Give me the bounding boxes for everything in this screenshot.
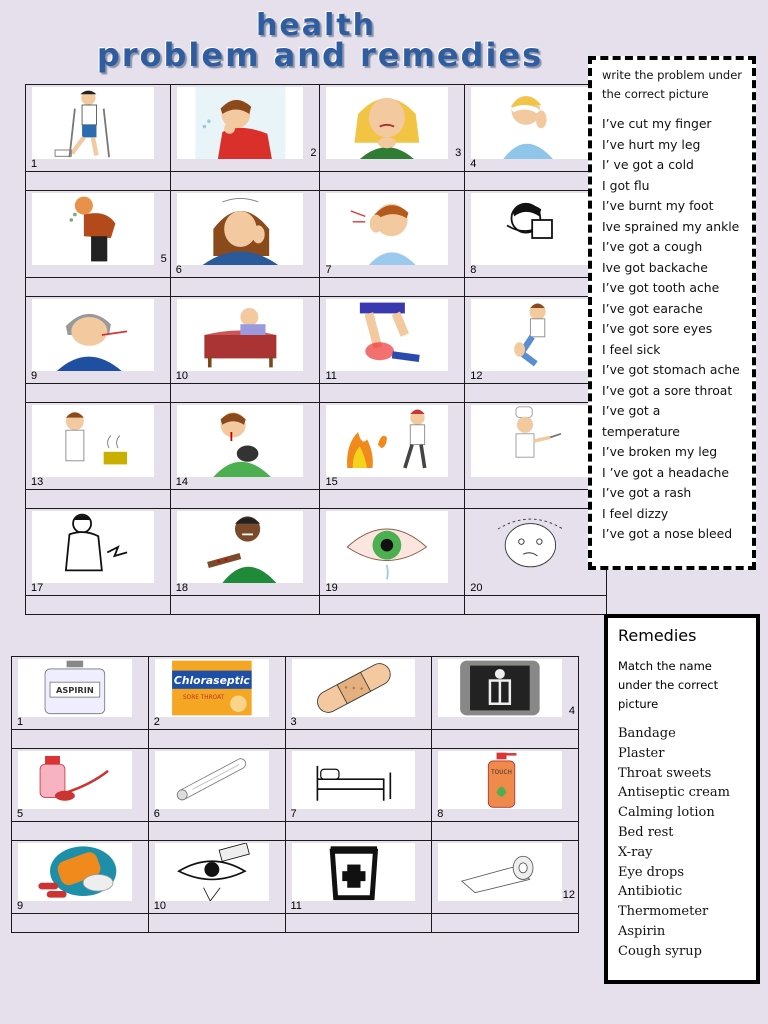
remedy-cell-3 <box>285 657 432 730</box>
plaster-picture <box>292 659 416 717</box>
remedy-number: 8 <box>437 808 444 820</box>
remedy-word: Plaster <box>618 745 665 761</box>
problem-number: 6 <box>175 264 182 276</box>
problem-cell-5 <box>26 191 171 278</box>
boy-nose-bleed-picture <box>177 405 304 477</box>
remedy-word: Aspirin <box>618 923 666 939</box>
chef-cut-finger-picture <box>471 405 590 477</box>
remedy-number: 10 <box>153 900 166 912</box>
problem-number: 11 <box>325 370 337 382</box>
problem-word: I’ ve got a cold <box>602 157 694 172</box>
remedy-word: Cough syrup <box>618 943 702 959</box>
problem-cell-14 <box>170 403 320 490</box>
remedy-number: 9 <box>17 900 24 912</box>
remedies-heading: Remedies <box>618 626 697 645</box>
problem-word: I’ve got earache <box>602 300 703 316</box>
calming-lotion-picture <box>438 751 562 809</box>
problem-cell-8 <box>465 191 607 278</box>
problem-number: 18 <box>175 582 188 594</box>
thermometer-picture <box>155 751 269 809</box>
remedies-word-box <box>604 614 760 984</box>
problem-number: 4 <box>470 158 477 170</box>
problem-word: Ive got backache <box>602 259 708 275</box>
chloraseptic-label: Chloraseptic <box>173 673 250 687</box>
remedy-number: 4 <box>568 705 575 717</box>
problem-cell-1 <box>26 85 171 172</box>
remedy-number: 11 <box>290 900 302 912</box>
xray-picture <box>438 659 562 717</box>
boy-on-crutches-picture <box>32 87 154 159</box>
boy-holding-knee-picture <box>471 299 590 371</box>
burn-fire-picture <box>326 405 448 477</box>
throat-sweets-box-picture <box>155 659 269 717</box>
problem-cell-19 <box>320 509 465 596</box>
problem-cell-7 <box>320 191 465 278</box>
woman-headache-picture <box>471 87 590 159</box>
remedy-cell-6 <box>148 749 285 822</box>
boy-coughing-picture <box>177 87 304 159</box>
problem-number: 17 <box>31 582 44 594</box>
problem-number: 15 <box>325 476 338 488</box>
remedy-number: 7 <box>290 808 297 820</box>
problem-cell-2 <box>170 85 320 172</box>
problem-word: I got flu <box>602 177 650 193</box>
problem-number: 14 <box>175 476 188 488</box>
problem-cell-20 <box>465 509 607 596</box>
problem-number: 3 <box>455 147 462 159</box>
problem-number: 5 <box>160 253 167 265</box>
woman-dizzy-picture <box>177 193 304 265</box>
problem-cell-3 <box>320 85 465 172</box>
remedy-word: Calming lotion <box>618 805 715 821</box>
chloraseptic-sub: SORE THROAT <box>182 694 224 701</box>
problem-word: I’ve got a nose bleed <box>602 526 733 541</box>
problem-cell-10 <box>170 297 320 384</box>
problem-word: I’ve got a <box>602 403 661 418</box>
problem-word: I’ve got a cough <box>602 239 703 254</box>
boy-smelling-food-picture <box>32 405 154 477</box>
antibiotic-pills-picture <box>18 843 132 901</box>
bed-picture <box>292 751 416 809</box>
remedy-word: X-ray <box>618 844 653 860</box>
remedy-number: 6 <box>153 808 160 820</box>
first-aid-kit-picture <box>292 843 416 901</box>
remedy-cell-8 <box>432 749 579 822</box>
man-nose-blowing-picture <box>471 193 590 265</box>
remedy-number: 3 <box>290 716 297 728</box>
problem-cell-11 <box>320 297 465 384</box>
man-with-thermometer-picture <box>32 299 154 371</box>
problems-word-box <box>588 56 756 570</box>
problem-word: temperature <box>602 423 680 439</box>
remedy-word: Throat sweets <box>618 765 712 781</box>
aspirin-label: ASPIRIN <box>55 684 94 695</box>
problem-word: I feel sick <box>602 341 661 357</box>
remedy-word: Thermometer <box>618 904 709 920</box>
problem-word: I’ve got stomach ache <box>602 362 740 377</box>
problem-cell-9 <box>26 297 171 384</box>
problem-cell-16 <box>465 403 607 490</box>
problem-number: 20 <box>470 582 483 594</box>
remedy-number: 12 <box>562 889 575 901</box>
man-backache-picture <box>32 511 154 583</box>
problem-number: 1 <box>31 158 38 170</box>
remedy-cell-10 <box>148 841 285 914</box>
problem-number: 10 <box>175 370 188 382</box>
remedy-cell-5 <box>12 749 149 822</box>
boy-rash-picture <box>177 511 304 583</box>
problem-word: I’ve got tooth ache <box>602 280 720 295</box>
cough-syrup-picture <box>18 751 132 809</box>
eye-drops-picture <box>155 843 269 901</box>
problem-cell-13 <box>26 403 171 490</box>
title-line-1: health <box>256 8 376 43</box>
remedy-cell-4 <box>432 657 579 730</box>
remedies-instructions: Match the name under the correct picture <box>618 659 719 711</box>
problems-grid <box>25 84 607 615</box>
title-line-2: problem and remedies <box>96 36 544 74</box>
problem-cell-15 <box>320 403 465 490</box>
baby-dizzy-picture <box>471 511 590 583</box>
problem-word: I ’ve got a headache <box>602 464 730 480</box>
problem-word: I’ve got sore eyes <box>602 321 713 336</box>
man-vomiting-picture <box>32 193 154 265</box>
problem-cell-12 <box>465 297 607 384</box>
aspirin-bottle-picture <box>18 659 132 717</box>
remedy-cell-7 <box>285 749 432 822</box>
sick-in-bed-picture <box>177 299 304 371</box>
remedy-cell-2 <box>148 657 285 730</box>
problem-number: 19 <box>325 582 338 594</box>
remedy-cell-12 <box>432 841 579 914</box>
remedy-cell-11 <box>285 841 432 914</box>
remedy-number: 5 <box>17 808 24 820</box>
remedy-number: 1 <box>17 716 24 728</box>
problem-cell-6 <box>170 191 320 278</box>
problem-number: 9 <box>31 370 38 382</box>
problem-word: I’ve burnt my foot <box>602 198 714 213</box>
problem-word: Ive sprained my ankle <box>602 218 740 234</box>
problem-cell-4 <box>465 85 607 172</box>
bandage-roll-picture <box>438 843 562 901</box>
sprained-ankle-picture <box>326 299 448 371</box>
problem-number: 2 <box>310 147 317 159</box>
remedy-word: Eye drops <box>618 864 685 880</box>
remedy-cell-1 <box>12 657 149 730</box>
remedy-word: Antiseptic cream <box>618 785 730 801</box>
problem-word: I’ve got a rash <box>602 485 692 500</box>
problem-number: 13 <box>31 476 44 488</box>
remedy-word: Bed rest <box>618 824 674 840</box>
remedy-word: Antibiotic <box>618 884 683 900</box>
remedy-word: Bandage <box>618 726 676 741</box>
girl-sore-throat-picture <box>326 87 448 159</box>
problems-instructions: write the problem under the correct picture <box>602 68 743 101</box>
problem-number: 8 <box>470 264 477 276</box>
problem-word: I’ve hurt my leg <box>602 136 701 152</box>
lotion-label: TOUCH <box>491 770 513 777</box>
remedies-grid <box>11 656 579 933</box>
problem-word: I feel dizzy <box>602 505 669 521</box>
problem-word: I’ve got a sore throat <box>602 382 733 398</box>
problem-number: 7 <box>325 264 332 276</box>
problem-cell-17 <box>26 509 171 596</box>
problem-number: 12 <box>470 370 483 382</box>
boy-earache-picture <box>326 193 448 265</box>
remedy-number: 2 <box>153 716 160 728</box>
problem-word: I’ve cut my finger <box>602 116 712 131</box>
remedy-cell-9 <box>12 841 149 914</box>
sore-eye-picture <box>326 511 448 583</box>
problem-cell-18 <box>170 509 320 596</box>
problem-word: I’ve broken my leg <box>602 444 718 459</box>
